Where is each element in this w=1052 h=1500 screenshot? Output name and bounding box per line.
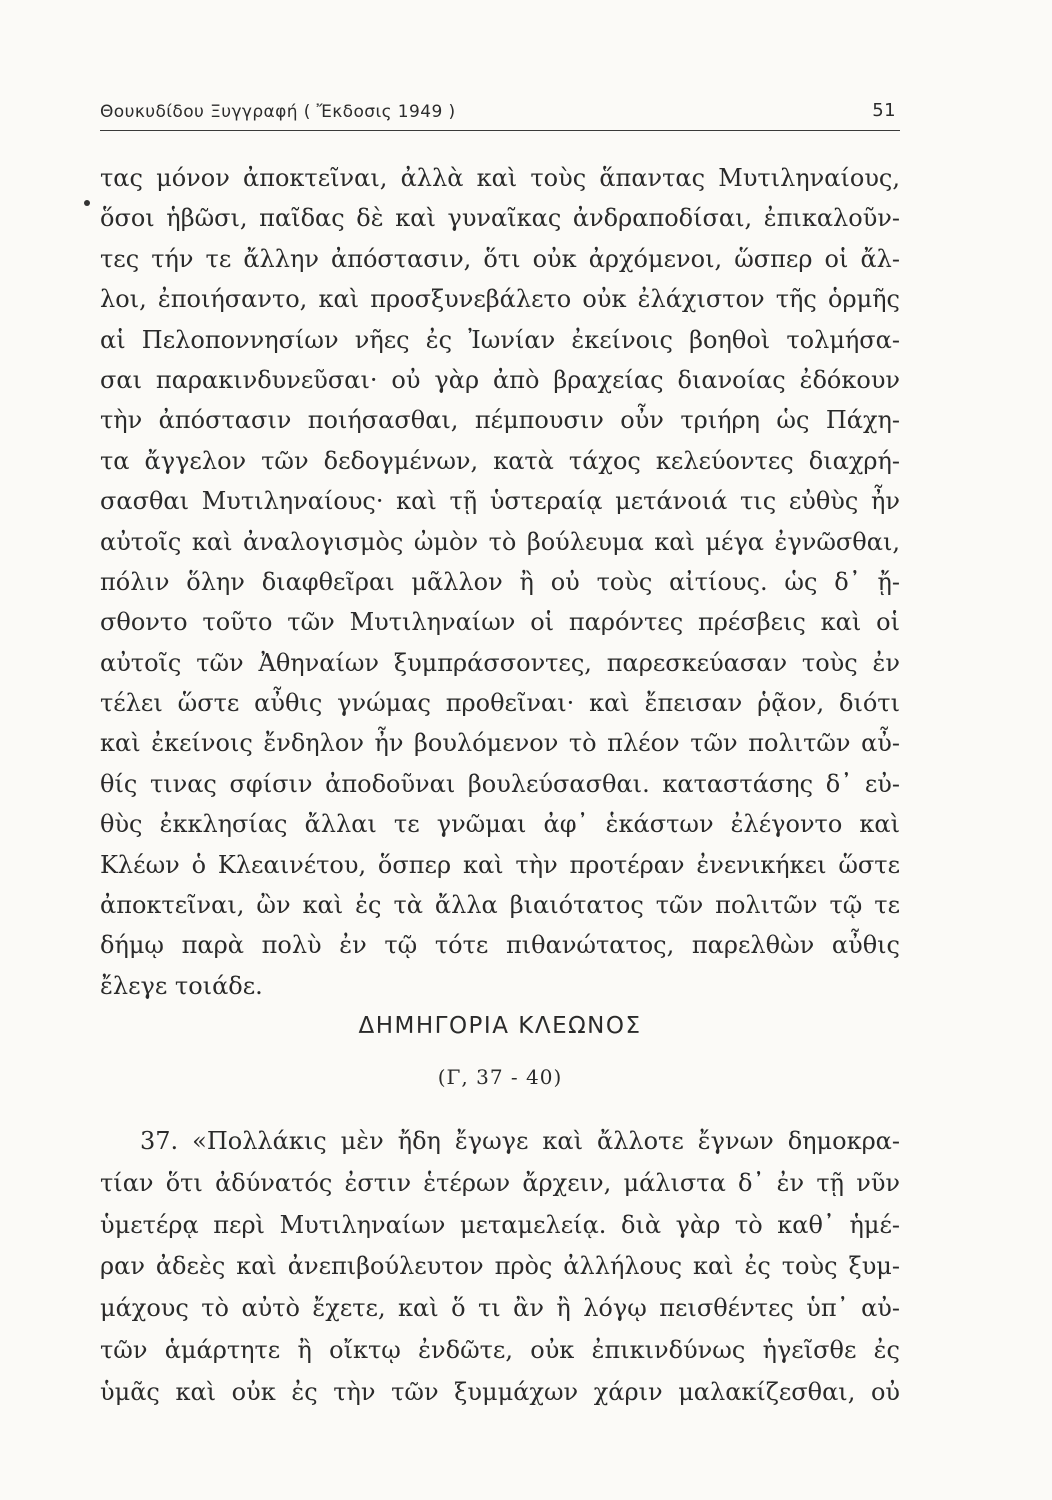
text-line: τὴν ἀπόστασιν ποιήσασθαι, πέμπουσιν οὖν τριήρη ὡς Πάχη- (100, 406, 900, 435)
running-head (100, 96, 900, 131)
narrative-paragraph (100, 158, 900, 1006)
text-line: καὶ ἐκείνοις ἔνδηλον ἦν βουλόμενον τὸ πλέον τῶν πολιτῶν αὖ- (100, 729, 900, 758)
text-line: ἀποκτεῖναι, ὢν καὶ ἐς τὰ ἄλλα βιαιότατος τῶν πολιτῶν τῷ τε (100, 891, 900, 920)
text-line: 37. «Πολλάκις μὲν ἤδη ἔγωγε καὶ ἄλλοτε ἔγνων δημοκρα- (140, 1127, 900, 1155)
text-line: τῶν ἁμάρτητε ἢ οἴκτῳ ἐνδῶτε, οὐκ ἐπικινδύνως ἡγεῖσθε ἐς (100, 1335, 900, 1364)
text-line: ὑμετέρᾳ περὶ Μυτιληναίων μεταμελείᾳ. διὰ γὰρ τὸ καθ᾽ ἡμέ- (100, 1210, 900, 1239)
text-line: τίαν ὅτι ἀδύνατός ἐστιν ἑτέρων ἄρχειν, μάλιστα δ᾽ ἐν τῇ νῦν (100, 1168, 900, 1197)
text-line: σασθαι Μυτιληναίους· καὶ τῇ ὑστεραίᾳ μετάνοιά τις εὐθὺς ἦν (100, 487, 900, 516)
text-line: αὐτοῖς καὶ ἀναλογισμὸς ὠμὸν τὸ βούλευμα καὶ μέγα ἐγνῶσθαι, (100, 527, 900, 556)
text-line: σθοντο τοῦτο τῶν Μυτιληναίων οἱ παρόντες πρέσβεις καὶ οἱ (100, 608, 900, 637)
text-line: πόλιν ὅλην διαφθεῖραι μᾶλλον ἢ οὐ τοὺς αἰτίους. ὡς δ᾽ ᾔ- (100, 567, 900, 596)
margin-mark (84, 200, 90, 206)
running-head-title: Θουκυδίδου Ξυγγραφή ( Ἔκδοσις 1949 ) (100, 102, 456, 122)
page-number: 51 (872, 100, 896, 121)
section-reference: (Γ, 37 - 40) (437, 1065, 563, 1089)
text-line: σαι παρακινδυνεῦσαι· οὐ γὰρ ἀπὸ βραχείας διανοίας ἐδόκουν (100, 365, 900, 394)
text-line: αἱ Πελοποννησίων νῆες ἐς Ἰωνίαν ἐκείνοις βοηθοὶ τολμήσα- (100, 325, 900, 354)
text-line: ὅσοι ἡβῶσι, παῖδας δὲ καὶ γυναῖκας ἀνδραποδίσαι, ἐπικαλοῦν- (100, 204, 900, 233)
text-line: τέλει ὥστε αὖθις γνώμας προθεῖναι· καὶ ἔπεισαν ῥᾷον, διότι (100, 689, 900, 718)
text-line: τα ἄγγελον τῶν δεδογμένων, κατὰ τάχος κελεύοντες διαχρή- (100, 446, 900, 475)
text-line: θὺς ἐκκλησίας ἄλλαι τε γνῶμαι ἀφ᾽ ἑκάστων ἐλέγοντο καὶ (100, 810, 900, 839)
text-line: δήμῳ παρὰ πολὺ ἐν τῷ τότε πιθανώτατος, παρελθὼν αὖθις (100, 931, 900, 960)
text-line: αὐτοῖς τῶν Ἀθηναίων ξυμπράσσοντες, παρεσκεύασαν τοὺς ἐν (100, 648, 900, 677)
text-line: Κλέων ὁ Κλεαινέτου, ὅσπερ καὶ τὴν προτέραν ἐνενικήκει ὥστε (100, 850, 900, 879)
text-line: τας μόνον ἀποκτεῖναι, ἀλλὰ καὶ τοὺς ἅπαντας Μυτιληναίους, (100, 164, 900, 192)
text-line: ἔλεγε τοιάδε. (100, 971, 263, 1000)
text-line: ὑμᾶς καὶ οὐκ ἐς τὴν τῶν ξυμμάχων χάριν μαλακίζεσθαι, οὐ (100, 1377, 900, 1406)
section-heading: ΔΗΜΗΓΟΡΙΑ ΚΛΕΩΝΟΣ (358, 1013, 642, 1039)
text-line: ραν ἀδεὲς καὶ ἀνεπιβούλευτον πρὸς ἀλλήλους καὶ ἐς τοὺς ξυμ- (100, 1252, 900, 1281)
text-line: λοι, ἐποιήσαντο, καὶ προσξυνεβάλετο οὐκ ἐλάχιστον τῆς ὁρμῆς (100, 285, 900, 314)
text-line: τες τήν τε ἄλλην ἀπόστασιν, ὅτι οὐκ ἀρχόμενοι, ὥσπερ οἱ ἄλ- (100, 244, 900, 273)
speech-paragraph (100, 1121, 900, 1414)
text-line: θίς τινας σφίσιν ἀποδοῦναι βουλεύσασθαι. καταστάσης δ᾽ εὐ- (100, 769, 900, 798)
text-line: μάχους τὸ αὐτὸ ἔχετε, καὶ ὅ τι ἂν ἢ λόγῳ πεισθέντες ὑπ᾽ αὐ- (100, 1294, 900, 1323)
